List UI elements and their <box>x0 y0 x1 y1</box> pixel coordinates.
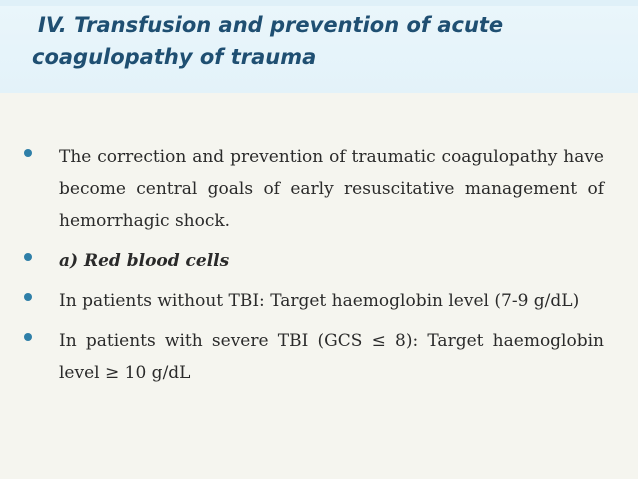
title-accent-bar <box>0 0 638 6</box>
bullet-item <box>24 285 604 317</box>
bullet-marker-icon <box>24 293 32 301</box>
bullet-text: a) Red blood cells <box>59 251 230 271</box>
bullet-text: In patients with severe TBI (GCS ≤ 8): Target haemoglobin level ≥ 10 g/dL <box>59 331 604 383</box>
bullet-marker-icon <box>24 253 32 261</box>
bullet-item <box>24 141 604 237</box>
slide-title-line-1: IV. Transfusion and prevention of acute <box>38 13 504 37</box>
bullet-item <box>24 245 604 277</box>
title-band <box>0 0 638 93</box>
bullet-marker-icon <box>24 333 32 341</box>
bullet-marker-icon <box>24 149 32 157</box>
slide-title <box>32 9 612 73</box>
bullet-list <box>24 141 604 397</box>
bullet-text: The correction and prevention of traumatic coagulopathy have become central goals of early resuscitative management of hemorrhagic shock. <box>59 147 604 231</box>
bullet-item <box>24 325 604 389</box>
slide-title-line-2: coagulopathy of trauma <box>32 45 317 69</box>
bullet-text: In patients without TBI: Target haemoglobin level (7-9 g/dL) <box>59 291 580 311</box>
